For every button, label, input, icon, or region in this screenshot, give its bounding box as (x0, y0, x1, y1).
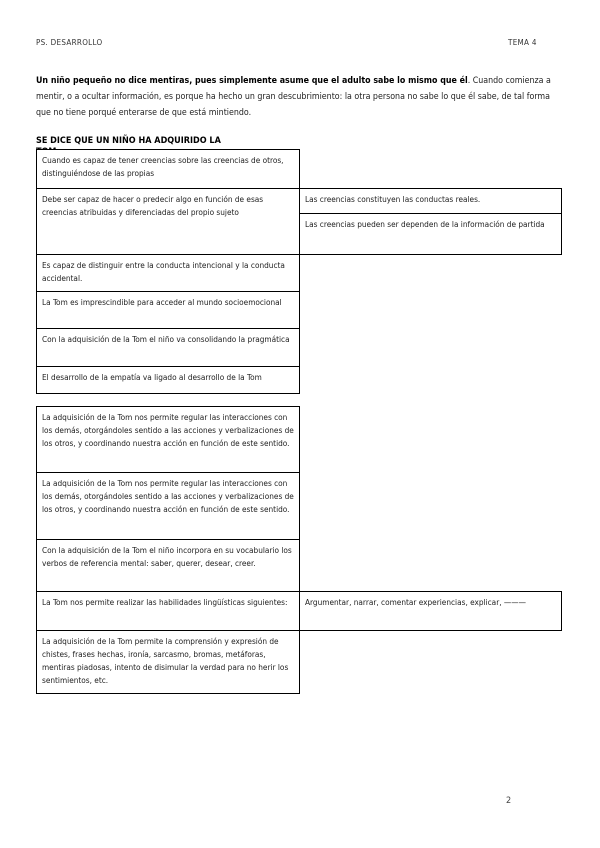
intro-paragraph (36, 73, 566, 121)
tom-criterion-box: La Tom es imprescindible para acceder al mundo socioemocional (36, 291, 300, 329)
linguistic-skills-box: Argumentar, narrar, comentar experiencias, explicar, ——— (299, 591, 562, 631)
header-topic: TEMA 4 (508, 38, 537, 47)
tom-function-box: La adquisición de la Tom nos permite regular las interacciones con los demás, otorgándoles sentido a las acciones y verbalizaciones de los otros, y coordinando nuestra acción en función de este sentido. (36, 472, 300, 540)
belief-note-box: Las creencias pueden ser dependen de la información de partida (299, 213, 562, 255)
tom-function-box: Con la adquisición de la Tom el niño incorpora en su vocabulario los verbos de referencia mental: saber, querer, desear, creer. (36, 539, 300, 592)
section-title: SE DICE QUE UN NIÑO HA ADQUIRIDO LA (36, 136, 238, 159)
tom-criterion-box: El desarrollo de la empatía va ligado al desarrollo de la Tom (36, 366, 300, 394)
tom-criterion-box: Con la adquisición de la Tom el niño va consolidando la pragmática (36, 328, 300, 367)
tom-criterion-box: Debe ser capaz de hacer o predecir algo en función de esas creencias atribuidas y diferenciadas del propio sujeto (36, 188, 300, 255)
tom-criterion-box: Es capaz de distinguir entre la conducta intencional y la conducta accidental. (36, 254, 300, 292)
intro-rest-text: . Cuando comienza a mentir, o a ocultar información, es porque ha hecho un gran descubrimiento: la otra persona no sabe lo que él sabe, de tal forma que no tiene porqué enterarse de que está mintiendo. (36, 76, 551, 118)
tom-function-box: La adquisición de la Tom permite la comprensión y expresión de chistes, frases hechas, ironía, sarcasmo, bromas, metáforas, mentiras piadosas, intento de disimular la verdad para no herir los sentimientos, etc. (36, 630, 300, 694)
intro-bold-text: Un niño pequeño no dice mentiras, pues simplemente asume que el adulto sabe lo mismo que él (36, 76, 468, 86)
tom-criterion-box: Cuando es capaz de tener creencias sobre las creencias de otros, distinguiéndose de las propias (36, 149, 300, 189)
belief-note-box: Las creencias constituyen las conductas reales. (299, 188, 562, 214)
header-subject: PS. DESARROLLO (36, 38, 103, 47)
tom-function-box: La Tom nos permite realizar las habilidades lingüísticas siguientes: (36, 591, 300, 631)
tom-function-box: La adquisición de la Tom nos permite regular las interacciones con los demás, otorgándoles sentido a las acciones y verbalizaciones de los otros, y coordinando nuestra acción en función de este sentido. (36, 406, 300, 473)
page-number: 2 (506, 796, 512, 806)
